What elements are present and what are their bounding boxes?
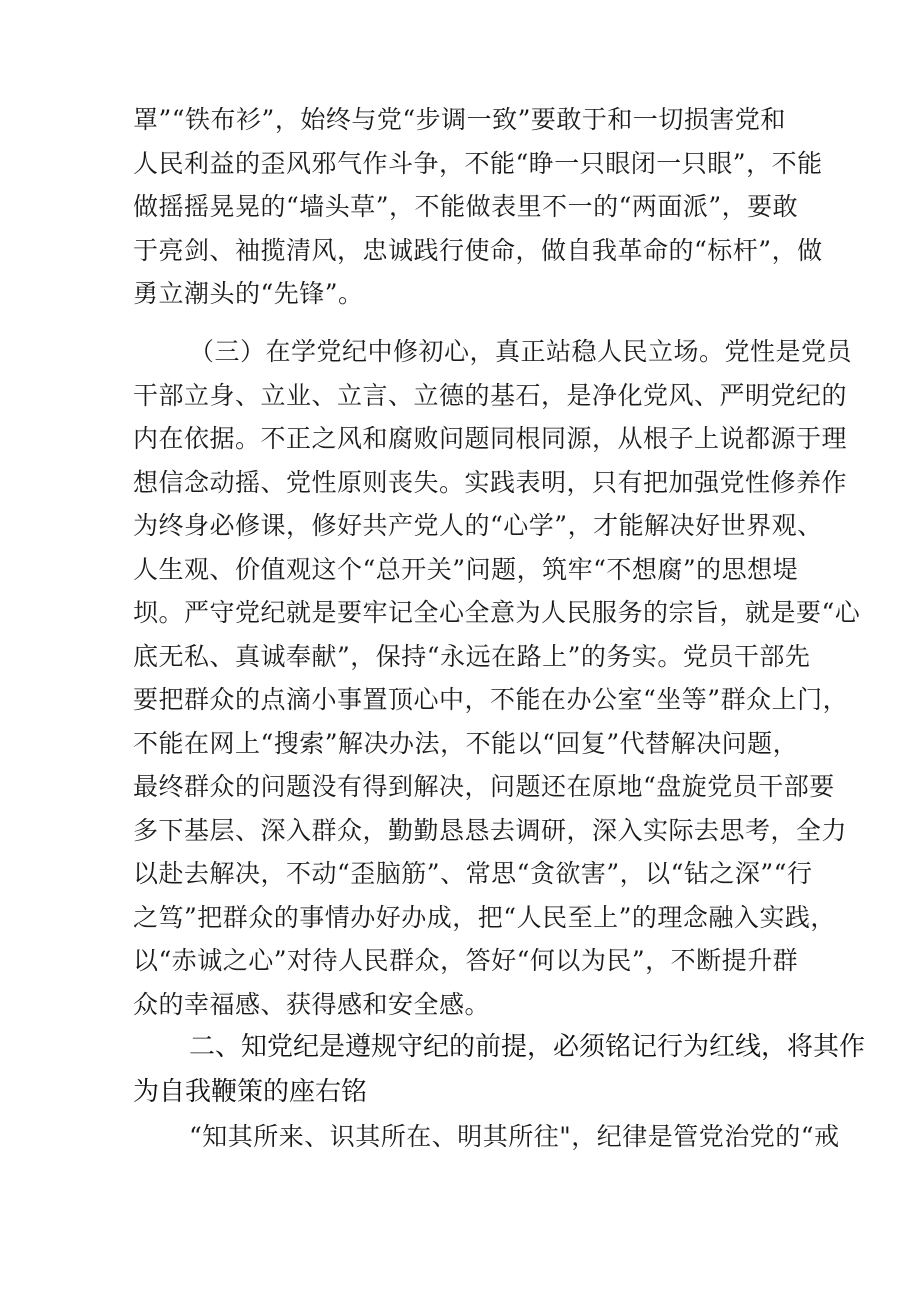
text-line: （三）在学党纪中修初心，真正站稳人民立场。党性是党员: [189, 337, 853, 366]
text-line: 罩”“铁布衫”，始终与党“步调一致”要敢于和一切损害党和: [133, 105, 786, 134]
text-line: “知其所来、识其所在、明其所往"，纪律是管党治党的“戒: [189, 1122, 840, 1151]
text-line: 要把群众的点滴小事置顶心中，不能在办公室“坐等”群众上门，: [133, 685, 849, 714]
text-line: 人民利益的歪风邪气作斗争，不能“睁一只眼闭一只眼”，不能: [133, 148, 823, 178]
text-line: 底无私、真诚奉献”，保持“永远在路上”的务实。党员干部先: [133, 641, 811, 671]
text-line: 内在依据。不正之风和腐败问题同根同源，从根子上说都源于理: [133, 424, 848, 453]
text-line: 人生观、价值观这个“总开关”问题，筑牢“不想腐”的思想堤: [133, 554, 799, 584]
text-line: 做摇摇晃晃的“墙头草”，不能做表里不一的“两面派”，要敢: [133, 192, 799, 221]
heading-line: 为自我鞭策的座右铭: [133, 1077, 368, 1107]
paragraph-section-three: [133, 330, 861, 1026]
text-line: 多下基层、深入群众，勤勤恳恳去调研，深入实际去思考，全力: [133, 815, 848, 845]
paragraph-section-two-body: [133, 1115, 840, 1159]
text-line: 以“赤诚之心”对待人民群众，答好“何以为民”，不断提升群: [133, 946, 799, 975]
text-line: 以赴去解决，不动“歪脑筋”、常思“贪欲害”，以“钻之深”“行: [133, 859, 813, 888]
section-heading: [133, 1025, 866, 1115]
text-line: 之笃”把群众的事情办好办成，把“人民至上”的理念融入实践，: [133, 902, 836, 932]
text-line: 想信念动摇、党性原则丧失。实践表明，只有把加强党性修养作: [133, 467, 848, 497]
text-line: 为终身必修课，修好共产党人的“心学”，才能解决好世界观、: [133, 511, 823, 540]
paragraph-continuation: [133, 98, 823, 316]
text-line: 最终群众的问题没有得到解决，问题还在原地“盘旋党员干部要: [133, 772, 835, 801]
text-line: 勇立潮头的“先锋”。: [133, 279, 364, 308]
text-line: 众的幸福感、获得感和安全感。: [133, 989, 491, 1019]
text-line: 坝。严守党纪就是要牢记全心全意为人民服务的宗旨，就是要“心: [133, 598, 861, 627]
text-line: 干部立身、立业、立言、立德的基石，是净化党风、严明党纪的: [133, 380, 848, 410]
heading-line: 二、知党纪是遵规守纪的前提，必须铭记行为红线，将其作: [189, 1032, 866, 1062]
text-line: 不能在网上“搜索”解决办法，不能以“回复”代替解决问题，: [133, 728, 799, 758]
text-line: 于亮剑、袖揽清风，忠诚践行使命，做自我革命的“标杆”，做: [133, 235, 823, 265]
